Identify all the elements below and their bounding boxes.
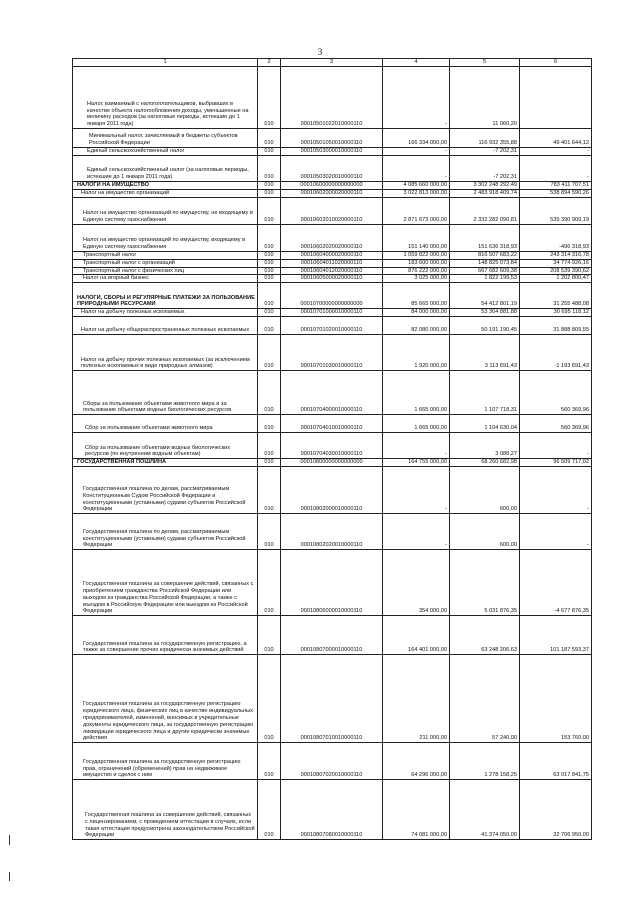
row-name-cell: Транспортный налог [73, 252, 258, 260]
row-remaining-amount-cell: -4 677 876,35 [520, 550, 592, 616]
row-executed-amount-cell: 667 682 609,38 [450, 267, 520, 275]
row-remaining-amount-cell: 783 411 707,51 [520, 182, 592, 190]
row-classification-code-cell: 00010800000000000000 [281, 459, 383, 467]
row-classification-code-cell: 00010807020010000110 [281, 743, 383, 780]
row-name-cell: Государственная пошлина по делам, рассматриваемым Конституционным Судом Российской Федерации и конституционными (уставными) судами субъектов Российской Федерации [73, 467, 258, 514]
row-remaining-amount-cell [520, 67, 592, 129]
row-remaining-amount-cell: 560 369,96 [520, 415, 592, 433]
row-code-cell: 010 [258, 182, 281, 190]
row-name-cell: Налог на имущество организаций [73, 190, 258, 198]
row-classification-code-cell: 00010700000000000000 [281, 283, 383, 309]
row-classification-code-cell: 00010602020020000110 [281, 225, 383, 252]
row-classification-code-cell: 00010802020010000110 [281, 514, 383, 550]
row-code-cell: 010 [258, 67, 281, 129]
row-classification-code-cell: 00010501050010000110 [281, 129, 383, 148]
row-approved-amount-cell: - [383, 514, 450, 550]
row-approved-amount-cell: - [383, 67, 450, 129]
row-code-cell: 010 [258, 309, 281, 317]
row-classification-code-cell: 00010600000000000000 [281, 182, 383, 190]
row-remaining-amount-cell: 30 695 118,12 [520, 309, 592, 317]
row-approved-amount-cell: 164 755 000,00 [383, 459, 450, 467]
row-executed-amount-cell: 116 932 355,88 [450, 129, 520, 148]
row-name-cell: Налог на добычу общераспространенных полезных ископаемых [73, 317, 258, 335]
row-name-cell: Транспортный налог с организаций [73, 259, 258, 267]
row-classification-code-cell: 00010704030010000110 [281, 433, 383, 459]
row-approved-amount-cell: 74 081 000,00 [383, 780, 450, 840]
row-remaining-amount-cell: - [520, 148, 592, 156]
table-row [73, 335, 592, 371]
row-name-cell: Налог на добычу полезных ископаемых [73, 309, 258, 317]
row-code-cell: 010 [258, 371, 281, 415]
row-approved-amount-cell: 164 401 000,00 [383, 616, 450, 655]
row-remaining-amount-cell: -1 193 691,43 [520, 335, 592, 371]
row-classification-code-cell: 00010701000010000110 [281, 309, 383, 317]
row-code-cell: 010 [258, 225, 281, 252]
row-name-cell: Государственная пошлина за государственную регистрацию прав, ограничений (обременений) прав на недвижимое имущество и сделок с ним [73, 743, 258, 780]
row-name-cell: НАЛОГИ НА ИМУЩЕСТВО [73, 182, 258, 190]
row-code-cell: 010 [258, 780, 281, 840]
row-remaining-amount-cell: 539 390 909,19 [520, 198, 592, 225]
table-row [73, 225, 592, 252]
row-code-cell: 010 [258, 259, 281, 267]
row-executed-amount-cell: 57 240,00 [450, 655, 520, 743]
row-executed-amount-cell: 148 825 073,84 [450, 259, 520, 267]
row-approved-amount-cell: - [383, 156, 450, 182]
row-remaining-amount-cell: - [520, 514, 592, 550]
table-row [73, 283, 592, 309]
row-remaining-amount-cell: 96 509 717,02 [520, 459, 592, 467]
column-header: 4 [383, 59, 450, 67]
row-executed-amount-cell: 816 507 683,22 [450, 252, 520, 260]
row-name-cell: Транспортный налог с физических лиц [73, 267, 258, 275]
row-remaining-amount-cell: - [520, 467, 592, 514]
row-approved-amount-cell: 1 059 822 000,00 [383, 252, 450, 260]
row-remaining-amount-cell: 101 187 593,37 [520, 616, 592, 655]
row-classification-code-cell: 00010807010010000110 [281, 655, 383, 743]
table-row [73, 275, 592, 283]
row-remaining-amount-cell: 31 888 809,55 [520, 317, 592, 335]
row-approved-amount-cell: 183 600 000,00 [383, 259, 450, 267]
row-executed-amount-cell: 3 088,27 [450, 433, 520, 459]
row-approved-amount-cell: 84 000 000,00 [383, 309, 450, 317]
row-approved-amount-cell: 1 665 000,00 [383, 371, 450, 415]
row-approved-amount-cell: 4 085 660 000,00 [383, 182, 450, 190]
row-classification-code-cell: 00010503020010000110 [281, 156, 383, 182]
table-row [73, 156, 592, 182]
row-approved-amount-cell: - [383, 467, 450, 514]
row-approved-amount-cell: 64 296 000,00 [383, 743, 450, 780]
row-remaining-amount-cell: 63 017 841,75 [520, 743, 592, 780]
row-name-cell: Налог, взимаемый с налогоплательщиков, выбравших в качестве объекта налогообложения доходы, уменьшенные на величину расходов (за налоговые периоды, истекшие до 1 января 2011 года) [73, 67, 258, 129]
row-code-cell: 010 [258, 655, 281, 743]
table-row [73, 459, 592, 467]
row-code-cell: 010 [258, 743, 281, 780]
table-row [73, 655, 592, 743]
table-row [73, 129, 592, 148]
row-remaining-amount-cell: 153 760,00 [520, 655, 592, 743]
row-classification-code-cell: 00010605000020000110 [281, 275, 383, 283]
row-code-cell: 010 [258, 467, 281, 514]
row-classification-code-cell: 00010704010010000110 [281, 415, 383, 433]
row-approved-amount-cell: 82 080 000,00 [383, 317, 450, 335]
row-name-cell: НАЛОГИ, СБОРЫ И РЕГУЛЯРНЫЕ ПЛАТЕЖИ ЗА ПОЛЬЗОВАНИЕ ПРИРОДНЫМИ РЕСУРСАМИ [73, 283, 258, 309]
row-name-cell: Единый сельскохозяйственный налог (за налоговые периоды, истекшие до 1 января 2011 года) [73, 156, 258, 182]
table-row [73, 190, 592, 198]
row-code-cell: 010 [258, 433, 281, 459]
table-row [73, 67, 592, 129]
table-row [73, 616, 592, 655]
row-remaining-amount-cell: -496 318,93 [520, 225, 592, 252]
row-approved-amount-cell: 3 025 000,00 [383, 275, 450, 283]
row-name-cell: Налог на игорный бизнес [73, 275, 258, 283]
row-executed-amount-cell: 1 278 158,25 [450, 743, 520, 780]
row-code-cell: 010 [258, 198, 281, 225]
row-name-cell: Государственная пошлина за государственную регистрацию, а также за совершение прочих юридически значимых действий [73, 616, 258, 655]
table-row [73, 514, 592, 550]
row-approved-amount-cell: 85 665 000,00 [383, 283, 450, 309]
table-row [73, 148, 592, 156]
row-classification-code-cell: 00010802000010000110 [281, 467, 383, 514]
row-executed-amount-cell: 53 304 881,88 [450, 309, 520, 317]
row-classification-code-cell: 00010704000010000110 [281, 371, 383, 415]
row-name-cell: Налог на имущество организаций по имуществу, не входящему в Единую систему газоснабжения [73, 198, 258, 225]
row-remaining-amount-cell: 243 314 316,78 [520, 252, 592, 260]
row-name-cell: Сбор за пользование объектами водных биологических ресурсов (по внутренним водным объектам) [73, 433, 258, 459]
row-executed-amount-cell: 3 113 691,43 [450, 335, 520, 371]
row-classification-code-cell: 00010701020010000110 [281, 317, 383, 335]
row-classification-code-cell: 00010701030010000110 [281, 335, 383, 371]
row-classification-code-cell: 00010602000020000110 [281, 190, 383, 198]
row-name-cell: Налог на добычу прочих полезных ископаемых (за исключением полезных ископаемых в виде природных алмазов) [73, 335, 258, 371]
row-name-cell: Сбор за пользование объектами животного мира [73, 415, 258, 433]
row-executed-amount-cell: 50 191 190,45 [450, 317, 520, 335]
table-row [73, 433, 592, 459]
row-approved-amount-cell: - [383, 433, 450, 459]
column-header: 1 [73, 59, 258, 67]
row-executed-amount-cell: -7 202,31 [450, 148, 520, 156]
table-row [73, 198, 592, 225]
row-approved-amount-cell: 876 222 000,00 [383, 267, 450, 275]
table-row [73, 267, 592, 275]
row-executed-amount-cell: 68 260 682,98 [450, 459, 520, 467]
row-name-cell: Единый сельскохозяйственный налог [73, 148, 258, 156]
row-approved-amount-cell: 354 000,00 [383, 550, 450, 616]
column-header: 2 [258, 59, 281, 67]
margin-mark [9, 835, 10, 845]
row-code-cell: 010 [258, 550, 281, 616]
row-code-cell: 010 [258, 129, 281, 148]
row-name-cell: Государственная пошлина по делам, рассматриваемым конституционными (уставными) судами субъектов Российской Федерации [73, 514, 258, 550]
table-row [73, 780, 592, 840]
row-code-cell: 010 [258, 514, 281, 550]
row-name-cell: Минимальный налог, зачисляемый в бюджеты субъектов Российской Федерации [73, 129, 258, 148]
row-code-cell: 010 [258, 335, 281, 371]
table-row [73, 317, 592, 335]
table-row [73, 259, 592, 267]
row-approved-amount-cell: 2 871 673 000,00 [383, 198, 450, 225]
table-row [73, 415, 592, 433]
row-remaining-amount-cell: 1 202 800,47 [520, 275, 592, 283]
row-remaining-amount-cell: 49 401 644,12 [520, 129, 592, 148]
row-code-cell: 010 [258, 317, 281, 335]
table-row [73, 309, 592, 317]
column-header: 5 [450, 59, 520, 67]
row-code-cell: 010 [258, 156, 281, 182]
row-code-cell: 010 [258, 252, 281, 260]
margin-mark [9, 872, 10, 881]
row-executed-amount-cell: 41 374 050,00 [450, 780, 520, 840]
row-name-cell: Государственная пошлина за совершение действий, связанных с приобретением гражданства Российской Федерации или выходом из гражданства Российской Федерации, а также с въездом в Российскую Федерацию или выездом из Российской Федерации [73, 550, 258, 616]
budget-table [72, 58, 592, 840]
row-classification-code-cell: 00010604012020000110 [281, 267, 383, 275]
row-remaining-amount-cell: 34 774 926,16 [520, 259, 592, 267]
row-executed-amount-cell: -7 202,31 [450, 156, 520, 182]
row-name-cell: ГОСУДАРСТВЕННАЯ ПОШЛИНА [73, 459, 258, 467]
row-executed-amount-cell: 63 248 206,63 [450, 616, 520, 655]
row-executed-amount-cell: 3 302 248 292,49 [450, 182, 520, 190]
table-row [73, 550, 592, 616]
row-executed-amount-cell: 54 412 801,19 [450, 283, 520, 309]
row-executed-amount-cell: 151 636 318,93 [450, 225, 520, 252]
row-remaining-amount-cell: 538 894 590,26 [520, 190, 592, 198]
row-name-cell: Государственная пошлина за государственную регистрацию юридического лица, физических лиц в качестве индивидуальных предпринимателей, изменений, вносимых в учредительные документы юридического лица, за государственную регистрацию ликвидации юридического лица и другие юридически значимые действия [73, 655, 258, 743]
column-header: 3 [281, 59, 383, 67]
row-approved-amount-cell: 211 000,00 [383, 655, 450, 743]
row-code-cell: 010 [258, 267, 281, 275]
row-executed-amount-cell: 600,00 [450, 514, 520, 550]
row-executed-amount-cell: 1 107 718,31 [450, 371, 520, 415]
page-number: 3 [317, 47, 323, 57]
table-row [73, 182, 592, 190]
row-classification-code-cell: 00010806000010000110 [281, 550, 383, 616]
row-remaining-amount-cell: - [520, 433, 592, 459]
row-approved-amount-cell: - [383, 148, 450, 156]
row-approved-amount-cell: 151 140 000,00 [383, 225, 450, 252]
row-name-cell: Государственная пошлина за совершение действий, связанных с лицензированием, с проведением аттестации в случаях, если такая аттестация предусмотрена законодательством Российской Федерации [73, 780, 258, 840]
row-executed-amount-cell: 2 332 282 090,81 [450, 198, 520, 225]
row-classification-code-cell: 00010807080010000110 [281, 780, 383, 840]
row-classification-code-cell: 00010604011020000110 [281, 259, 383, 267]
row-remaining-amount-cell: - [520, 156, 592, 182]
row-code-cell: 010 [258, 190, 281, 198]
table-row [73, 743, 592, 780]
row-remaining-amount-cell: 560 369,96 [520, 371, 592, 415]
row-remaining-amount-cell: 208 539 390,62 [520, 267, 592, 275]
row-classification-code-cell: 00010604000020000110 [281, 252, 383, 260]
row-name-cell: Сборы за пользование объектами животного мира и за пользование объектами водных биологических ресурсов [73, 371, 258, 415]
row-approved-amount-cell: 166 334 000,00 [383, 129, 450, 148]
row-executed-amount-cell: 11 060,20 [450, 67, 520, 129]
row-classification-code-cell: 00010807000010000110 [281, 616, 383, 655]
row-executed-amount-cell: 5 031 876,35 [450, 550, 520, 616]
row-remaining-amount-cell: 32 706 950,00 [520, 780, 592, 840]
row-code-cell: 010 [258, 148, 281, 156]
row-executed-amount-cell: 1 104 630,04 [450, 415, 520, 433]
row-code-cell: 010 [258, 459, 281, 467]
table-row [73, 252, 592, 260]
row-executed-amount-cell: 2 483 918 409,74 [450, 190, 520, 198]
column-header: 6 [520, 59, 592, 67]
row-code-cell: 010 [258, 415, 281, 433]
row-name-cell: Налог на имущество организаций по имуществу, входящему в Единую систему газоснабжения [73, 225, 258, 252]
row-classification-code-cell: 00010501022010000110 [281, 67, 383, 129]
row-approved-amount-cell: 3 022 813 000,00 [383, 190, 450, 198]
row-approved-amount-cell: 1 665 000,00 [383, 415, 450, 433]
row-approved-amount-cell: 1 920 000,00 [383, 335, 450, 371]
row-code-cell: 010 [258, 283, 281, 309]
row-remaining-amount-cell: 31 255 488,08 [520, 283, 592, 309]
row-executed-amount-cell: 600,00 [450, 467, 520, 514]
table-header-row [73, 59, 592, 67]
row-classification-code-cell: 00010503000010000110 [281, 148, 383, 156]
row-executed-amount-cell: 1 822 199,53 [450, 275, 520, 283]
row-code-cell: 010 [258, 616, 281, 655]
table-row [73, 467, 592, 514]
row-code-cell: 010 [258, 275, 281, 283]
row-classification-code-cell: 00010602010020000110 [281, 198, 383, 225]
table-row [73, 371, 592, 415]
